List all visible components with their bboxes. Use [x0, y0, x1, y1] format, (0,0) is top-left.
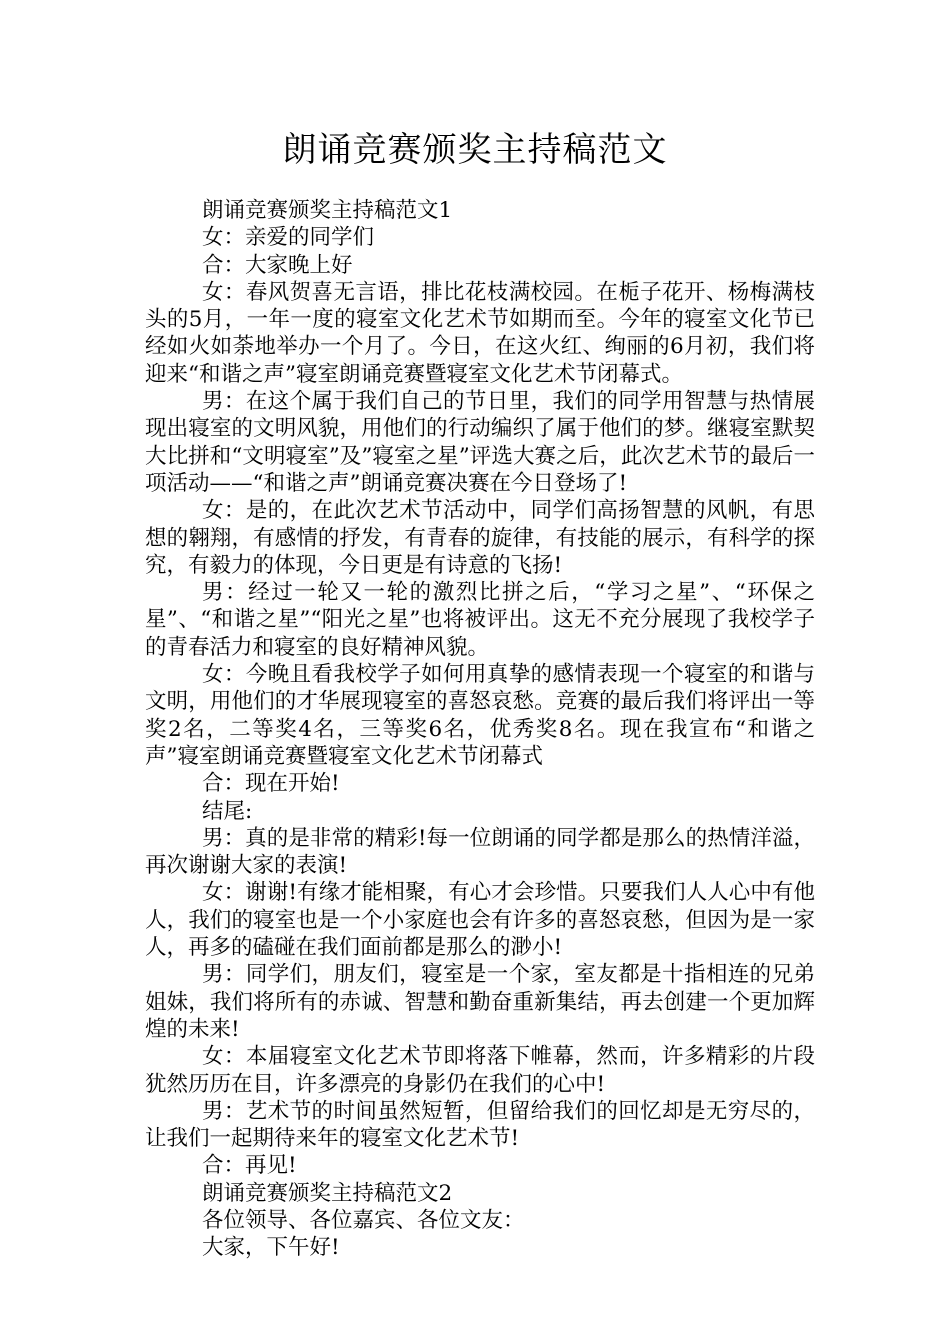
paragraph: 男：经过一轮又一轮的激烈比拼之后，“学习之星”、“环保之星”、“和谐之星”“阳光之星”也将被评出。这无不充分展现了我校学子的青春活力和寝室的良好精神风貌。 [145, 580, 815, 660]
document-body [145, 197, 815, 1262]
paragraph: 男：艺术节的时间虽然短暂，但留给我们的回忆却是无穷尽的，让我们一起期待来年的寝室文化艺术节! [145, 1098, 815, 1152]
paragraph: 女：本届寝室文化艺术节即将落下帷幕，然而，许多精彩的片段犹然历历在目，许多漂亮的身影仍在我们的心中! [145, 1044, 815, 1097]
paragraph: 合：大家晚上好 [202, 252, 353, 278]
paragraph: 大家，下午好! [202, 1235, 340, 1261]
paragraph: 合：再见! [202, 1153, 297, 1179]
paragraph: 女：是的，在此次艺术节活动中，同学们高扬智慧的风帆，有思想的翱翔，有感情的抒发，有青春的旋律，有技能的展示，有科学的探究，有毅力的体现，今日更是有诗意的飞扬! [145, 498, 815, 578]
paragraph: 女：谢谢!有缘才能相聚，有心才会珍惜。只要我们人人心中有他人，我们的寝室也是一个小家庭也会有许多的喜怒哀愁，但因为是一家人，再多的磕碰在我们面前都是那么的渺小! [145, 880, 815, 961]
paragraph: 男：在这个属于我们自己的节日里，我们的同学用智慧与热情展现出寝室的文明风貌，用他们的行动编织了属于他们的梦。继寝室默契大比拼和“文明寝室”及”寝室之星”评选大赛之后，此次艺术节的最后一项活动——“和谐之声”朗诵竞赛决赛在今日登场了! [145, 389, 815, 496]
document-title: 朗诵竞赛颁奖主持稿范文 [282, 130, 668, 170]
paragraph: 朗诵竞赛颁奖主持稿范文1 [202, 198, 453, 223]
paragraph: 各位领导、各位嘉宾、各位文友： [202, 1207, 525, 1233]
paragraph: 女：春风贺喜无言语，排比花枝满校园。在栀子花开、杨梅满枝头的5月，一年一度的寝室文化艺术节如期而至。今年的寝室文化节已经如火如荼地举办一个月了。今日，在这火红、绚丽的6月初，我们将迎来“和谐之声”寝室朗诵竞赛暨寝室文化艺术节闭幕式。 [145, 279, 815, 387]
paragraph: 女：亲爱的同学们 [202, 225, 375, 251]
paragraph: 男：真的是非常的精彩!每一位朗诵的同学都是那么的热情洋溢，再次谢谢大家的表演! [145, 825, 815, 879]
paragraph: 结尾: [202, 798, 253, 824]
paragraph: 女：今晚且看我校学子如何用真挚的感情表现一个寝室的和谐与文明，用他们的才华展现寝室的喜怒哀愁。竞赛的最后我们将评出一等奖2名，二等奖4名，三等奖6名，优秀奖8名。现在我宣布“和谐之声”寝室朗诵竞赛暨寝室文化艺术节闭幕式 [145, 662, 815, 769]
paragraph: 合：现在开始! [202, 771, 340, 797]
paragraph: 朗诵竞赛颁奖主持稿范文2 [202, 1180, 453, 1206]
paragraph: 男：同学们，朋友们，寝室是一个家，室友都是十指相连的兄弟姐妹，我们将所有的赤诚、智慧和勤奋重新集结，再去创建一个更加辉煌的未来! [145, 962, 815, 1042]
